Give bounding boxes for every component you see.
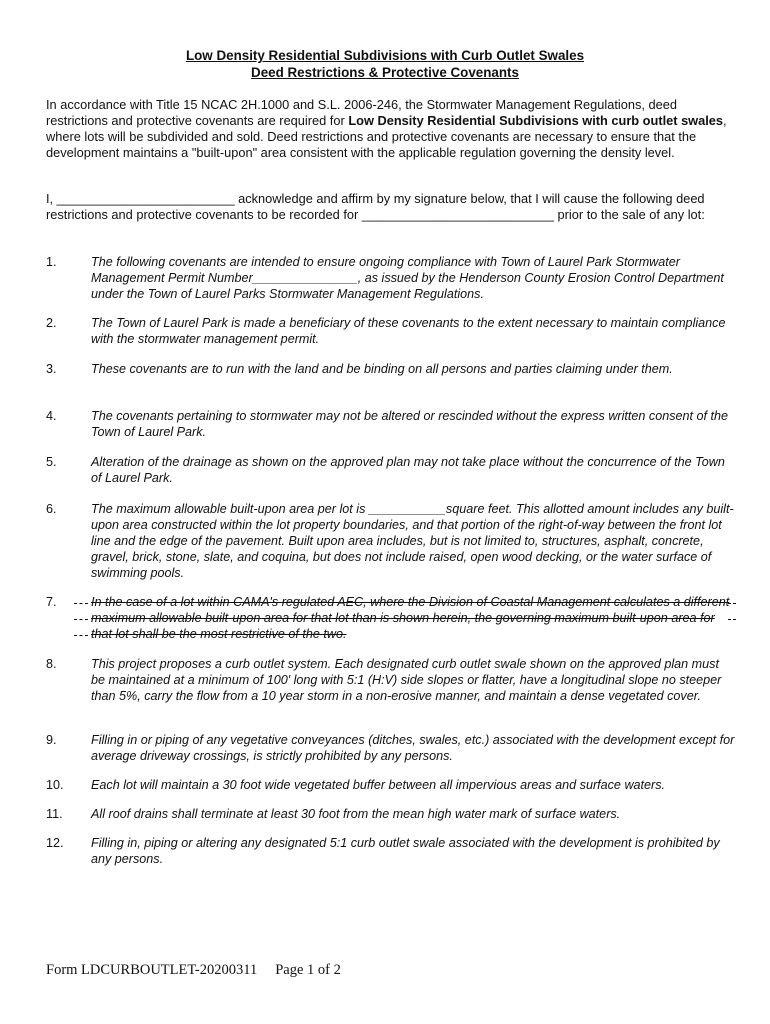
strike-dash: [728, 603, 736, 604]
strike-dash: [728, 619, 736, 620]
item-number: 9.: [46, 733, 57, 747]
item-text: All roof drains shall terminate at least 30 foot from the mean high water mark of surface waters.: [91, 807, 621, 821]
item-text: This project proposes a curb outlet system. Each designated curb outlet swale shown on the approved plan must be maintained at a minimum of 100' long with 5:1 (H:V) side slopes or flatter, have a longitudinal slope no steeper than 5%, carry the flow from a 10 year storm in a non-erosive manner, and maintain a dense vegetated cover.: [91, 657, 722, 703]
covenant-item-8: [46, 657, 736, 705]
document-title: [0, 47, 770, 81]
item-text: Filling in, piping or altering any designated 5:1 curb outlet swale associated with the development is prohibited by any persons.: [91, 836, 720, 866]
item-text: The covenants pertaining to stormwater may not be altered or rescinded without the express written consent of the Town of Laurel Park.: [91, 409, 729, 439]
covenant-item-7-struck: [46, 595, 736, 643]
item-number: 1.: [46, 255, 57, 269]
covenant-item-1: [46, 255, 736, 303]
covenant-item-6: [46, 502, 736, 582]
item-text: These covenants are to run with the land and be binding on all persons and parties claiming under them.: [91, 362, 673, 376]
covenant-item-4: [46, 409, 736, 441]
title-line-2: Deed Restrictions & Protective Covenants: [251, 65, 519, 80]
covenant-item-2: [46, 316, 736, 348]
item-text: Alteration of the drainage as shown on the approved plan may not take place without the concurrence of the Town of Laurel Park.: [91, 455, 725, 485]
item-number: 10.: [46, 778, 64, 792]
item-number: 5.: [46, 455, 57, 469]
affirmation-paragraph: I, _________________________ acknowledge and affirm by my signature below, that I will cause the following deed restrictions and protective covenants to be recorded for ___________________________ prior to the sale of any lot:: [46, 191, 705, 222]
item-number: 3.: [46, 362, 57, 376]
form-number: Form LDCURBOUTLET-20200311: [46, 962, 258, 978]
title-line-1: Low Density Residential Subdivisions with Curb Outlet Swales: [185, 48, 585, 63]
page-number: Page 1 of 2: [275, 962, 341, 978]
intro-bold-text: Low Density Residential Subdivisions with curb outlet swales: [348, 112, 724, 128]
item-number: 8.: [46, 657, 57, 671]
strike-dash: [74, 635, 88, 636]
intro-text-2: , where lots will be subdivided and sold. Deed restrictions and protective covenants are necessary to ensure that the development maintains a "built-upon" area consistent with the applicable regulation governing the density level.: [46, 112, 727, 160]
item-number: 6.: [46, 502, 57, 516]
covenant-item-12: [46, 836, 736, 868]
item-text: The following covenants are intended to ensure ongoing compliance with Town of Laurel Park Stormwater Management Permit Number_______________, as issued by the Henderson County Erosion Control Department under the Town of Laurel Parks Stormwater Management Regulations.: [91, 255, 724, 301]
item-number: 11.: [46, 807, 63, 821]
item-text: Filling in or piping of any vegetative conveyances (ditches, swales, etc.) associated with the development except for average driveway crossings, is strictly prohibited by any persons.: [91, 733, 735, 763]
item-text: In the case of a lot within CAMA's regulated AEC, where the Division of Coastal Management calculates a different maximum allowable built-upon area for that lot than is shown herein, the governing maximum built-upon area for that lot shall be the most restrictive of the two.: [91, 595, 730, 641]
item-text: The Town of Laurel Park is made a beneficiary of these covenants to the extent necessary to maintain compliance with the stormwater management permit.: [91, 316, 726, 346]
item-number: 4.: [46, 409, 57, 423]
covenant-item-9: [46, 733, 736, 765]
item-number: 7.: [46, 595, 57, 609]
covenant-item-5: [46, 455, 736, 487]
item-text: Each lot will maintain a 30 foot wide vegetated buffer between all impervious areas and surface waters.: [91, 778, 666, 792]
strike-dash: [74, 603, 88, 604]
covenant-item-3: [46, 362, 736, 378]
covenant-item-11: [46, 807, 736, 823]
item-number: 12.: [46, 836, 64, 850]
intro-paragraph: [46, 97, 736, 161]
item-text: The maximum allowable built-upon area per lot is ___________square feet. This allotted amount includes any built-upon area constructed within the lot property boundaries, and that portion of the right-of-way between the front lot line and the edge of the pavement. Built upon area includes, but is not limited to, structures, asphalt, concrete, gravel, brick, stone, slate, and coquina, but does not include raised, open wood decking, or the water surface of swimming pools.: [91, 502, 734, 580]
strike-dash: [74, 619, 88, 620]
item-number: 2.: [46, 316, 57, 330]
page-footer: [46, 962, 359, 979]
intro-text-1: In accordance with Title 15 NCAC 2H.1000 and S.L. 2006-246, the Stormwater Management Regulations, deed restrictions and protective covenants are required for: [46, 97, 677, 128]
covenant-item-10: [46, 778, 736, 794]
